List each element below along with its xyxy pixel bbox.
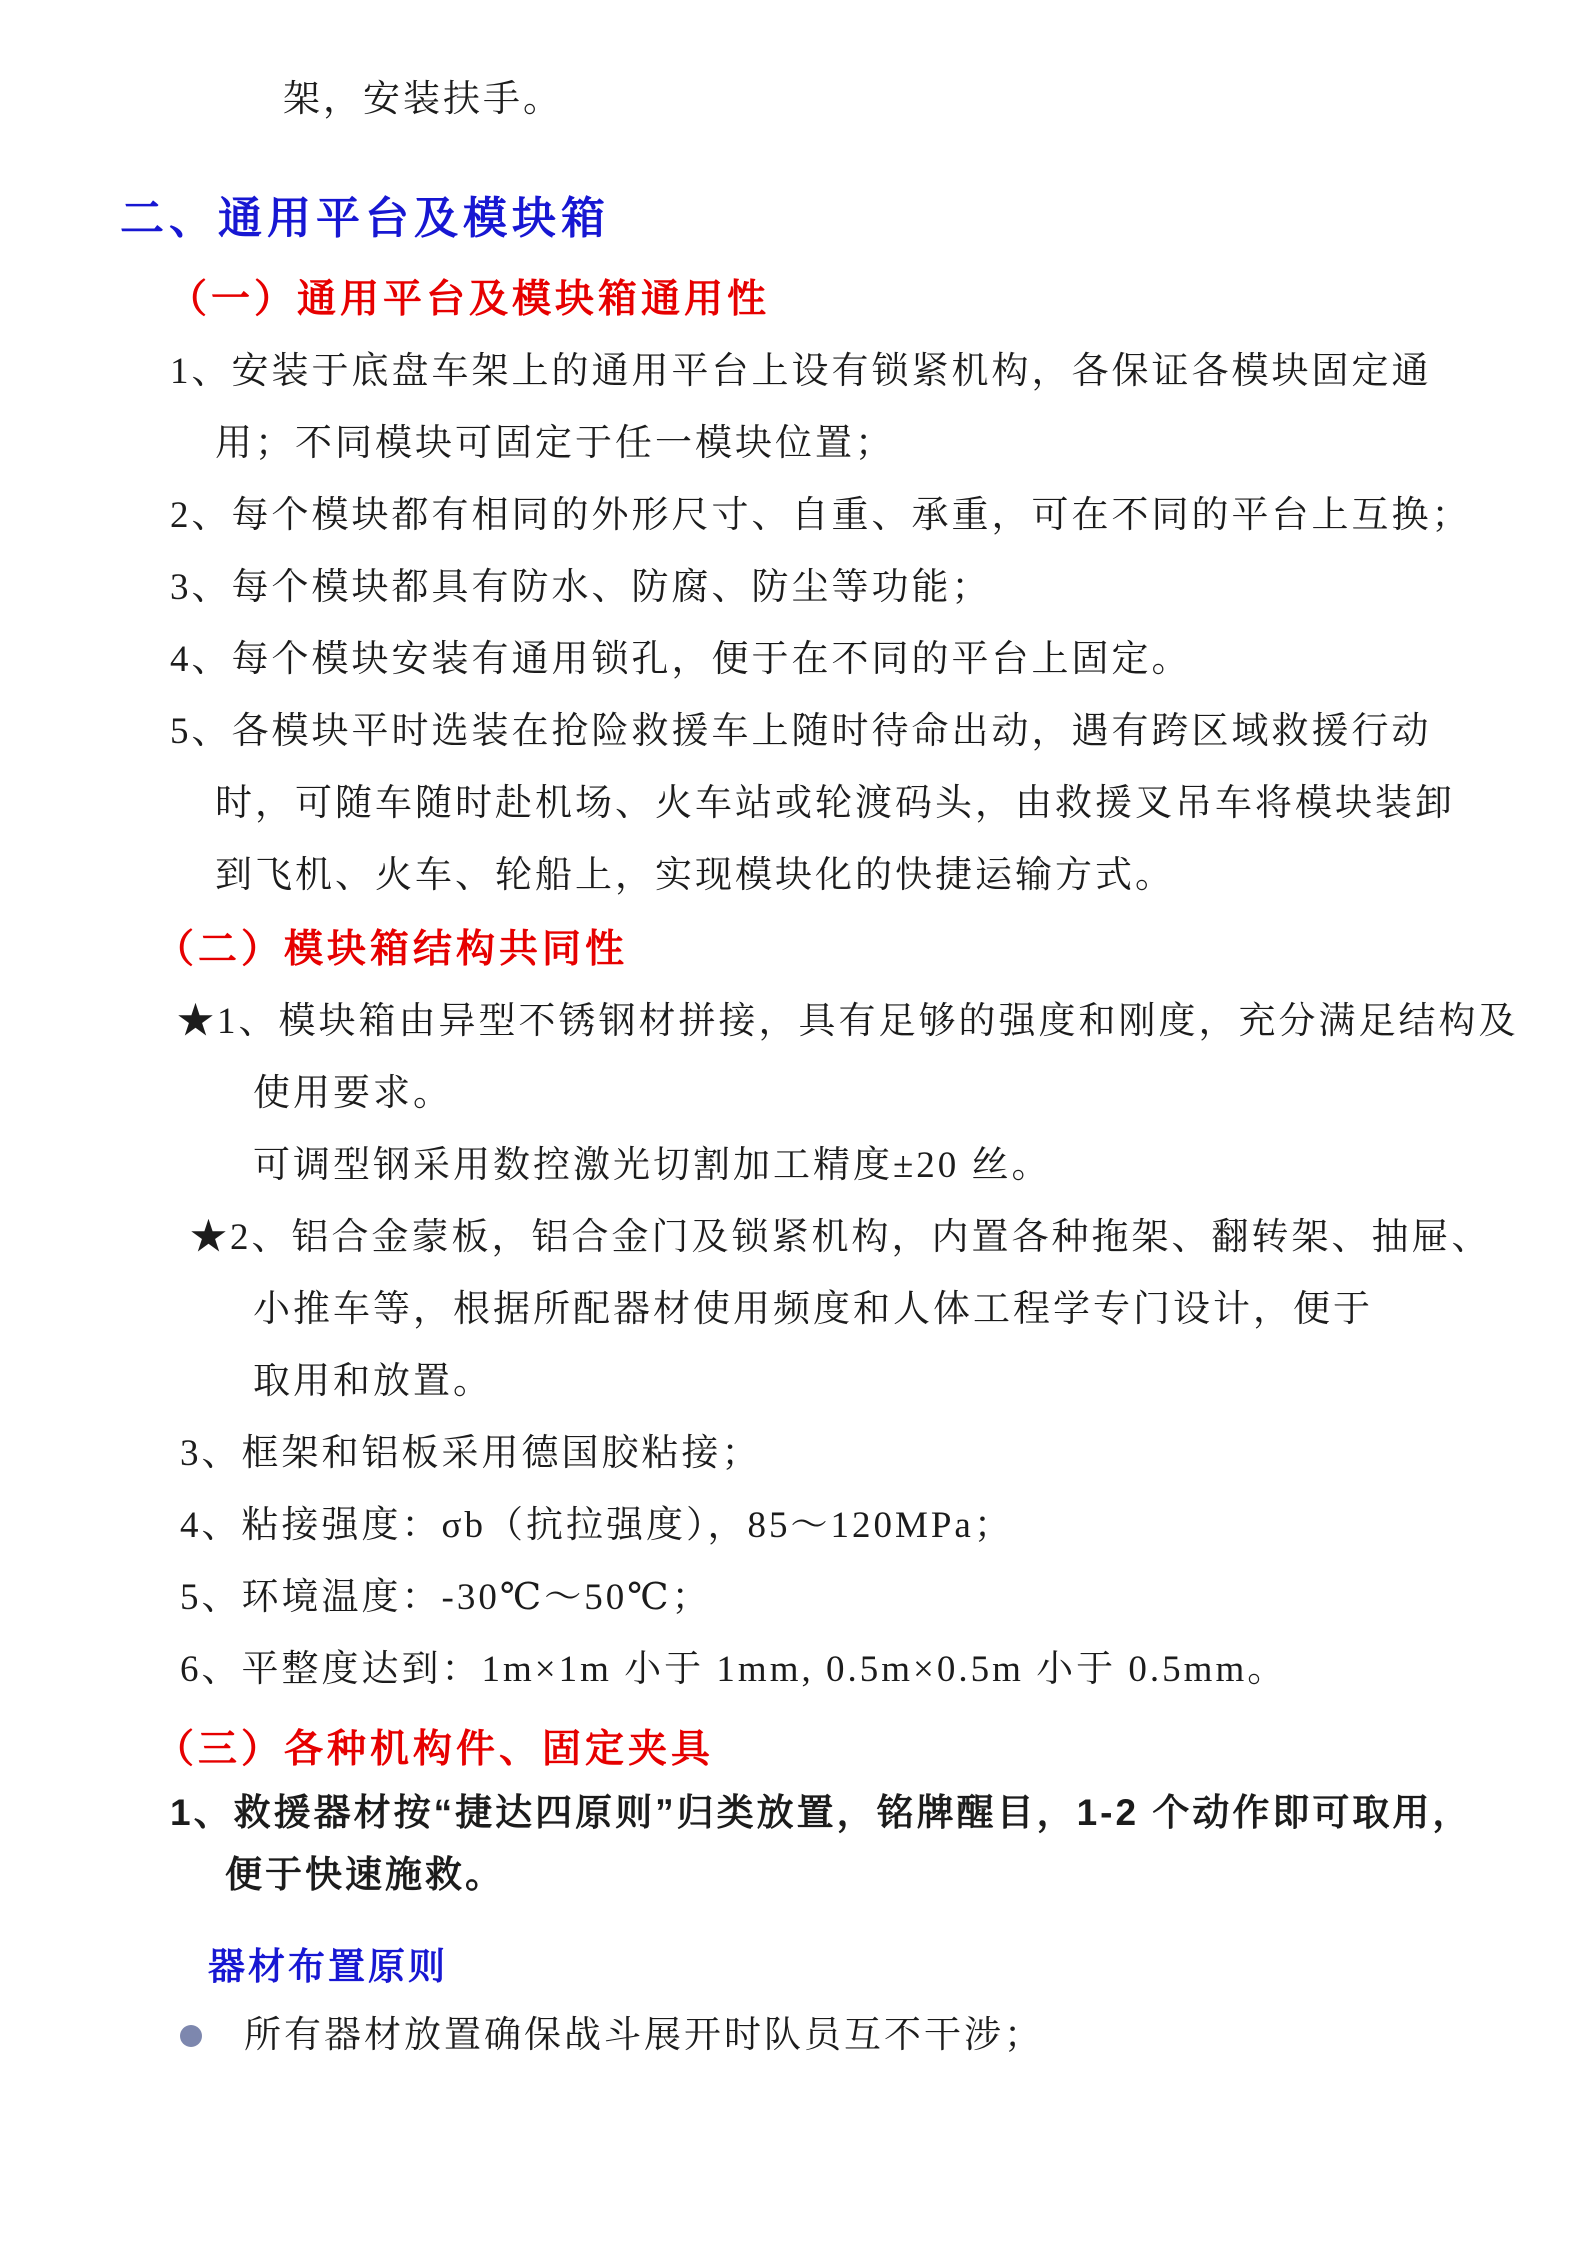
sec2-item5-line1: 5、环境温度：-30℃～50℃； — [180, 1577, 712, 1618]
sec1-item1-line2: 用；不同模块可固定于任一模块位置； — [215, 423, 895, 464]
sec1-item2-line1: 2、每个模块都有相同的外形尺寸、自重、承重，可在不同的平台上互换； — [170, 495, 1472, 536]
sec2-star1-line2: 使用要求。 — [253, 1073, 453, 1114]
sec1-item5-line1: 5、各模块平时选装在抢险救援车上随时待命出动，遇有跨区域救援行动 — [170, 711, 1432, 752]
principles-bullet-text: 所有器材放置确保战斗展开时队员互不干涉； — [244, 2015, 1044, 2056]
sec2-star1-line1: ★1、模块箱由异型不锈钢材拼接，具有足够的强度和刚度，充分满足结构及 — [177, 1001, 1519, 1042]
sec2-star1-line3: 可调型钢采用数控激光切割加工精度±20 丝。 — [253, 1145, 1052, 1186]
section2-title: （二）模块箱结构共同性 — [155, 928, 629, 971]
principles-title: 器材布置原则 — [208, 1947, 448, 1988]
section1-title: （一）通用平台及模块箱通用性 — [168, 278, 771, 321]
sec1-item3-line1: 3、每个模块都具有防水、防腐、防尘等功能； — [170, 567, 992, 608]
sec2-star2-line2: 小推车等，根据所配器材使用频度和人体工程学专门设计，便于 — [253, 1289, 1373, 1330]
principles-bullet-item — [180, 2000, 1527, 2072]
sec3-item1-line2: 便于快速施救。 — [225, 1854, 505, 1895]
sec2-star2-line3: 取用和放置。 — [253, 1361, 493, 1402]
sec2-item3-line1: 3、框架和铝板采用德国胶粘接； — [180, 1433, 762, 1474]
sec1-item4-line1: 4、每个模块安装有通用锁孔，便于在不同的平台上固定。 — [170, 639, 1192, 680]
main-heading: 二、通用平台及模块箱 — [120, 194, 610, 243]
section3-title: （三）各种机构件、固定夹具 — [155, 1728, 715, 1771]
intro-continuation-line: 架，安装扶手。 — [283, 79, 563, 120]
bullet-icon — [180, 2025, 202, 2047]
sec3-item1-line1: 1、救援器材按“捷达四原则”归类放置，铭牌醒目，1-2 个动作即可取用， — [170, 1792, 1473, 1833]
sec1-item5-line3: 到飞机、火车、轮船上，实现模块化的快捷运输方式。 — [215, 855, 1175, 896]
sec2-star2-line1: ★2、铝合金蒙板，铝合金门及锁紧机构，内置各种拖架、翻转架、抽屉、 — [190, 1217, 1492, 1258]
sec1-item5-line2: 时，可随车随时赴机场、火车站或轮渡码头，由救援叉吊车将模块装卸 — [215, 783, 1455, 824]
sec1-item1-line1: 1、安装于底盘车架上的通用平台上设有锁紧机构，各保证各模块固定通 — [170, 351, 1432, 392]
sec2-item4-line1: 4、粘接强度：σb（抗拉强度），85～120MPa； — [180, 1505, 1014, 1546]
sec2-item6-line1: 6、平整度达到：1m×1m 小于 1mm, 0.5m×0.5m 小于 0.5mm。 — [180, 1649, 1288, 1690]
